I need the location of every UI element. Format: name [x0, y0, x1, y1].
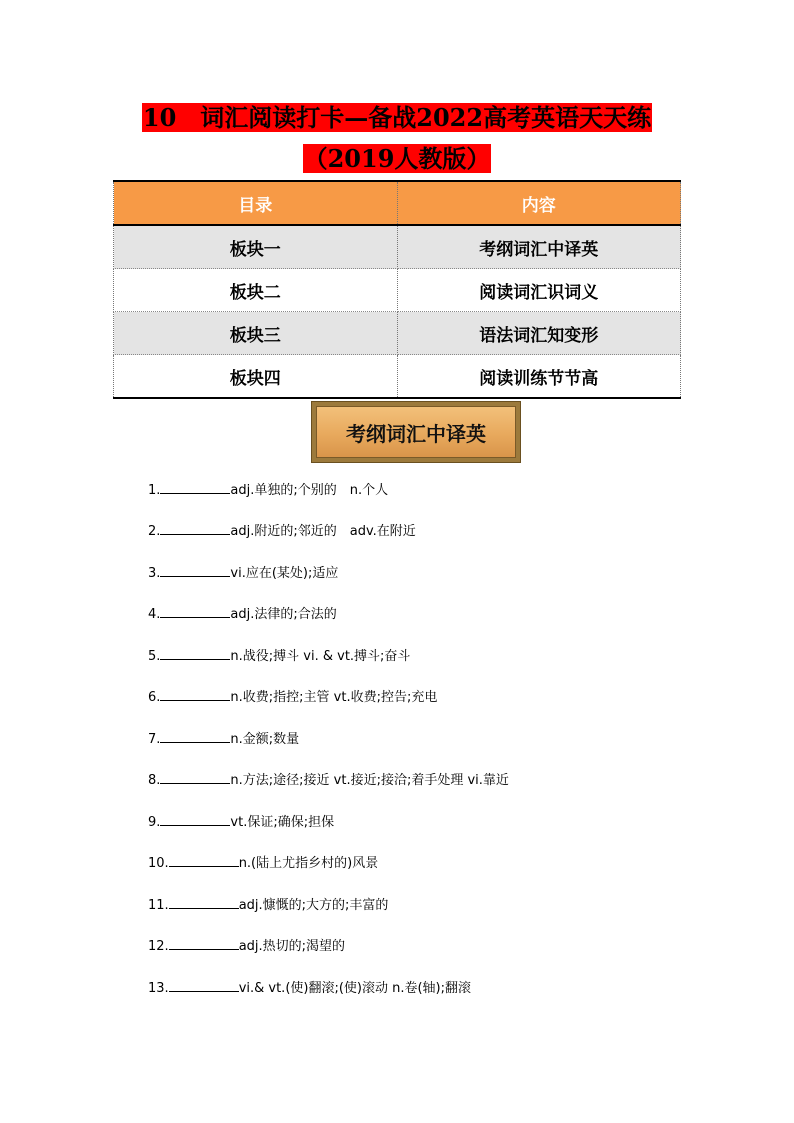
table-row: [114, 225, 681, 269]
answer-blank[interactable]: [160, 770, 230, 784]
item-definition: vt.保证;确保;担保: [230, 815, 335, 830]
header-cell-content: 内容: [397, 181, 681, 225]
vocab-item: [148, 521, 416, 541]
contents-table-header: [114, 181, 681, 225]
section-heading-box: [311, 401, 521, 463]
item-number: 2.: [148, 524, 161, 539]
item-definition: n.(陆上尤指乡村的)风景: [238, 856, 379, 871]
section-content: 语法词汇知变形: [397, 312, 681, 355]
answer-blank[interactable]: [160, 480, 230, 494]
item-number: 13.: [148, 981, 169, 996]
vocab-item: [148, 812, 334, 832]
answer-blank[interactable]: [160, 687, 230, 701]
item-definition: vi.& vt.(使)翻滚;(使)滚动 n.卷(轴);翻滚: [238, 981, 472, 996]
item-number: 8.: [148, 773, 161, 788]
table-row: [114, 312, 681, 355]
section-content: 阅读训练节节高: [397, 355, 681, 399]
item-definition: adj.单独的;个别的 n.个人: [230, 483, 389, 498]
item-definition: adj.热切的;渴望的: [238, 939, 346, 954]
vocab-item: [148, 936, 345, 956]
header-cell-catalog: 目录: [114, 181, 398, 225]
item-definition: vi.应在(某处);适应: [230, 566, 339, 581]
section-name: 板块三: [114, 312, 398, 355]
vocab-item: [148, 853, 378, 873]
vocab-item: [148, 895, 388, 915]
vocab-item: [148, 687, 437, 707]
answer-blank[interactable]: [160, 521, 230, 535]
item-number: 10.: [148, 856, 169, 871]
table-row: [114, 269, 681, 312]
answer-blank[interactable]: [160, 729, 230, 743]
table-row: [114, 355, 681, 399]
answer-blank[interactable]: [169, 936, 239, 950]
section-name: 板块二: [114, 269, 398, 312]
answer-blank[interactable]: [169, 853, 239, 867]
section-heading: 考纲词汇中译英: [316, 406, 516, 458]
item-number: 7.: [148, 732, 161, 747]
vocab-item: [148, 770, 509, 790]
answer-blank[interactable]: [160, 604, 230, 618]
answer-blank[interactable]: [160, 563, 230, 577]
vocab-item: [148, 646, 410, 666]
vocab-item: [148, 563, 338, 583]
answer-blank[interactable]: [169, 895, 239, 909]
item-number: 11.: [148, 898, 169, 913]
answer-blank[interactable]: [169, 978, 239, 992]
answer-blank[interactable]: [160, 812, 230, 826]
document-title-line-2: （2019人教版）: [303, 144, 491, 173]
vocab-item: [148, 480, 388, 500]
item-definition: n.方法;途径;接近 vt.接近;接洽;着手处理 vi.靠近: [230, 773, 509, 788]
item-definition: adj.附近的;邻近的 adv.在附近: [230, 524, 416, 539]
document-title-line-1: 10 词汇阅读打卡—备战2022高考英语天天练: [142, 103, 652, 132]
item-definition: n.金额;数量: [230, 732, 300, 747]
item-definition: adj.法律的;合法的: [230, 607, 337, 622]
item-number: 12.: [148, 939, 169, 954]
vocab-item: [148, 604, 337, 624]
section-name: 板块四: [114, 355, 398, 399]
section-content: 阅读词汇识词义: [397, 269, 681, 312]
item-definition: n.战役;搏斗 vi. & vt.搏斗;奋斗: [230, 649, 411, 664]
vocab-item: [148, 729, 299, 749]
vocab-item: [148, 978, 471, 998]
item-definition: adj.慷慨的;大方的;丰富的: [238, 898, 389, 913]
section-content: 考纲词汇中译英: [397, 225, 681, 269]
item-number: 9.: [148, 815, 161, 830]
answer-blank[interactable]: [160, 646, 230, 660]
item-number: 4.: [148, 607, 161, 622]
item-number: 6.: [148, 690, 161, 705]
item-number: 5.: [148, 649, 161, 664]
contents-table: [113, 180, 681, 399]
item-definition: n.收费;指控;主管 vt.收费;控告;充电: [230, 690, 438, 705]
item-number: 3.: [148, 566, 161, 581]
item-number: 1.: [148, 483, 161, 498]
section-name: 板块一: [114, 225, 398, 269]
